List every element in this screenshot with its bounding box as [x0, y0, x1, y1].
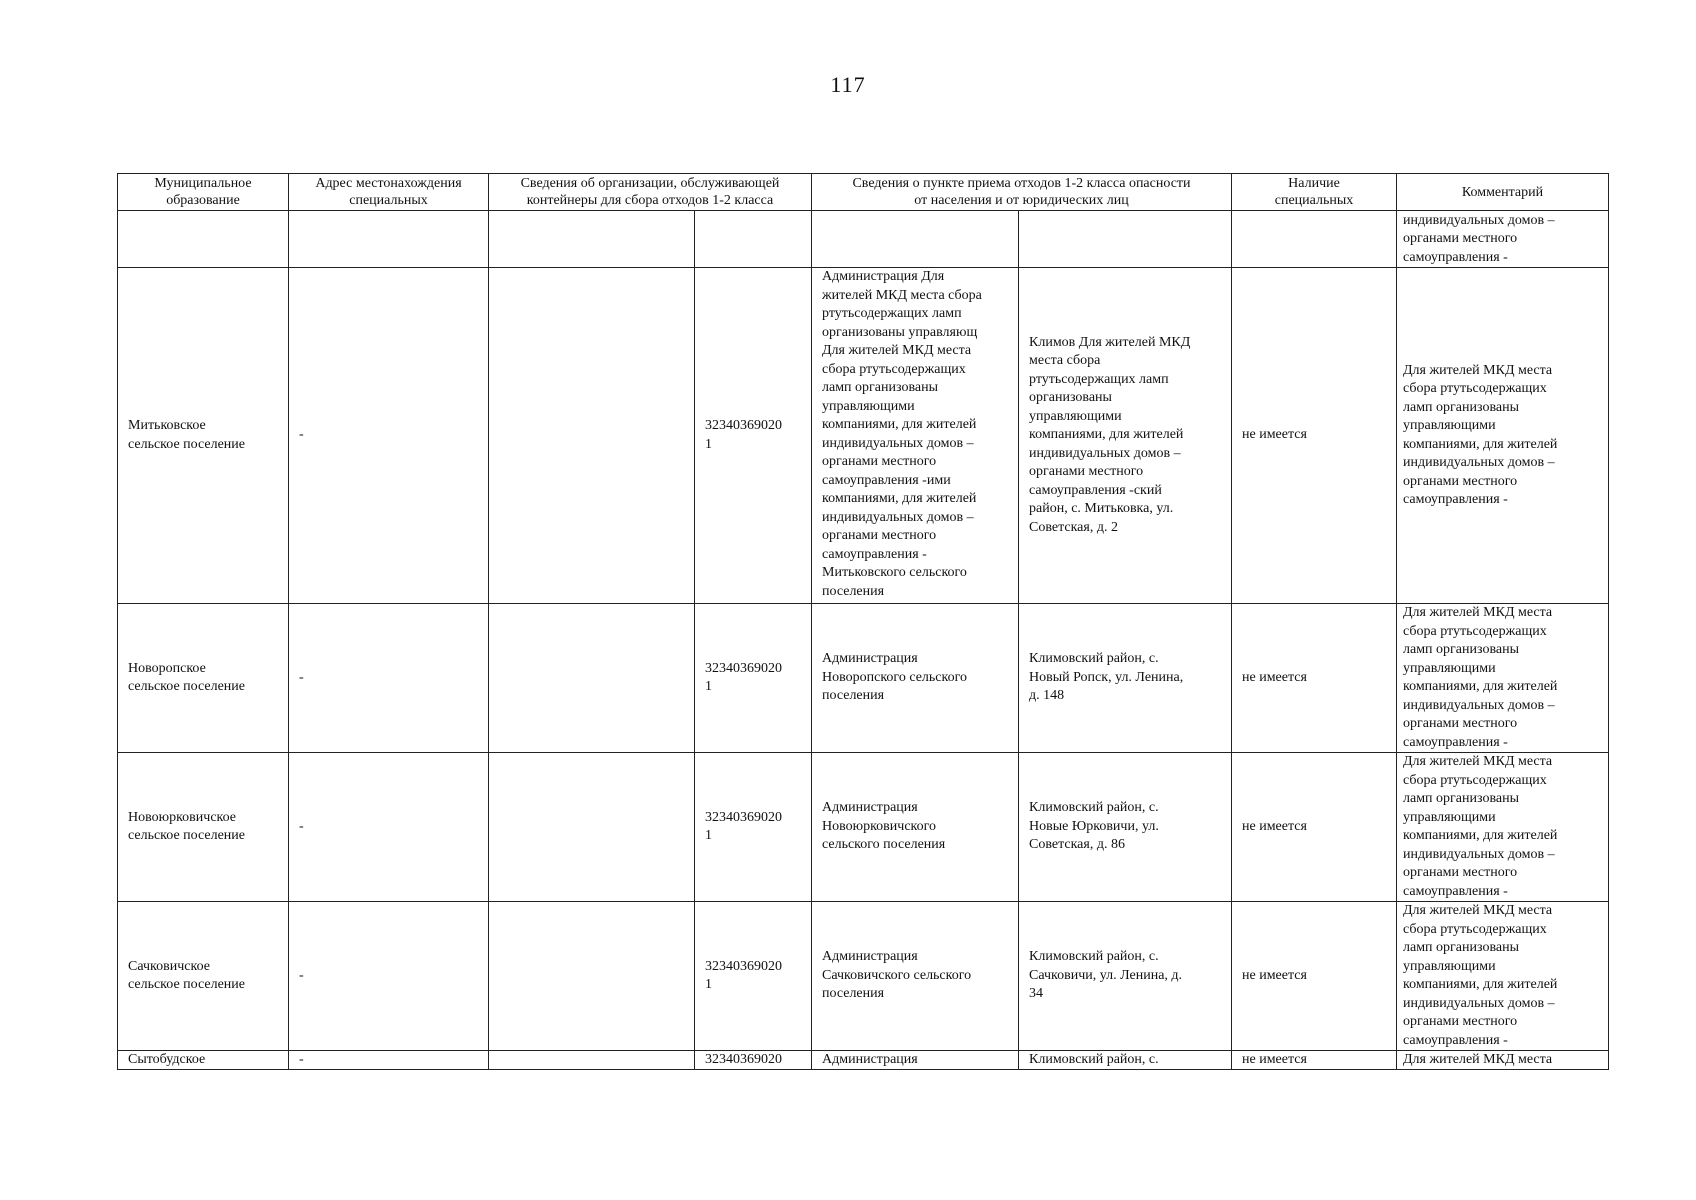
- cell-point-address: Климовский район, с. Сачковичи, ул. Ленина, д. 34: [1019, 902, 1232, 1051]
- cell-presence: [1232, 211, 1397, 268]
- cell-point-org: Администрация Новоюрковичского сельского поселения: [812, 753, 1019, 902]
- cell-presence: не имеется: [1232, 268, 1397, 604]
- cell-point-address: Климовский район, с.: [1019, 1051, 1232, 1070]
- cell-organization: [489, 1051, 695, 1070]
- cell-code: 32340369020 1: [695, 604, 812, 753]
- page-number: 117: [830, 72, 866, 97]
- cell-code: [695, 211, 812, 268]
- cell-presence: не имеется: [1232, 604, 1397, 753]
- header-organization: Сведения об организации, обслуживающей контейнеры для сбора отходов 1-2 класса: [489, 174, 812, 211]
- table-row: [118, 211, 1609, 268]
- cell-address: -: [289, 268, 489, 604]
- cell-point-address: [1019, 211, 1232, 268]
- cell-point-address: Климовский район, с. Новые Юрковичи, ул. Советская, д. 86: [1019, 753, 1232, 902]
- cell-comment: Для жителей МКД места сбора ртутьсодержащих ламп организованы управляющими компаниями, для жителей индивидуальных домов – органами местного самоуправления -: [1397, 604, 1609, 753]
- header-presence: Наличие специальных: [1232, 174, 1397, 211]
- cell-municipality: Сытобудское: [118, 1051, 289, 1070]
- cell-municipality: Сачковичское сельское поселение: [118, 902, 289, 1051]
- cell-organization: [489, 902, 695, 1051]
- cell-municipality: [118, 211, 289, 268]
- header-municipality: Муниципальное образование: [118, 174, 289, 211]
- cell-code: 32340369020 1: [695, 268, 812, 604]
- cell-municipality: Митьковское сельское поселение: [118, 268, 289, 604]
- cell-point-org: Администрация: [812, 1051, 1019, 1070]
- cell-point-address: Климовский район, с. Новый Ропск, ул. Ленина, д. 148: [1019, 604, 1232, 753]
- cell-municipality: Новоропское сельское поселение: [118, 604, 289, 753]
- table-row: [118, 268, 1609, 604]
- cell-organization: [489, 211, 695, 268]
- cell-point-address: Климов Для жителей МКД места сбора ртутьсодержащих ламп организованы управляющими компаниями, для жителей индивидуальных домов – органами местного самоуправления -ский район, с. Митьковка, ул. Советская, д. 2: [1019, 268, 1232, 604]
- cell-code: 32340369020 1: [695, 753, 812, 902]
- table-header-row: [118, 174, 1609, 211]
- cell-point-org: Администрация Для жителей МКД места сбора ртутьсодержащих ламп организованы управляющ Для жителей МКД места сбора ртутьсодержащих ламп организованы управляющими компаниями, для жителей индивидуальных домов – органами местного самоуправления -ими компаниями, для жителей индивидуальных домов – органами местного самоуправления - Митьковского сельского поселения: [812, 268, 1019, 604]
- waste-collection-table: [117, 173, 1609, 1070]
- cell-point-org: Администрация Новоропского сельского поселения: [812, 604, 1019, 753]
- header-collection-point: Сведения о пункте приема отходов 1-2 класса опасности от населения и от юридических лиц: [812, 174, 1232, 211]
- cell-comment: Для жителей МКД места сбора ртутьсодержащих ламп организованы управляющими компаниями, для жителей индивидуальных домов – органами местного самоуправления -: [1397, 268, 1609, 604]
- header-comment: Комментарий: [1397, 174, 1609, 211]
- cell-address: -: [289, 604, 489, 753]
- cell-municipality: Новоюрковичское сельское поселение: [118, 753, 289, 902]
- cell-presence: не имеется: [1232, 902, 1397, 1051]
- table-row: [118, 902, 1609, 1051]
- cell-comment: индивидуальных домов – органами местного самоуправления -: [1397, 211, 1609, 268]
- cell-point-org: Администрация Сачковичского сельского поселения: [812, 902, 1019, 1051]
- cell-organization: [489, 604, 695, 753]
- cell-organization: [489, 268, 695, 604]
- cell-address: [289, 211, 489, 268]
- cell-code: 32340369020 1: [695, 902, 812, 1051]
- table-row: [118, 753, 1609, 902]
- cell-organization: [489, 753, 695, 902]
- cell-point-org: [812, 211, 1019, 268]
- cell-presence: не имеется: [1232, 753, 1397, 902]
- cell-presence: не имеется: [1232, 1051, 1397, 1070]
- cell-address: -: [289, 902, 489, 1051]
- cell-code: 32340369020: [695, 1051, 812, 1070]
- cell-address: -: [289, 1051, 489, 1070]
- header-address: Адрес местонахождения специальных: [289, 174, 489, 211]
- table-row: [118, 1051, 1609, 1070]
- cell-address: -: [289, 753, 489, 902]
- table-row: [118, 604, 1609, 753]
- cell-comment: Для жителей МКД места сбора ртутьсодержащих ламп организованы управляющими компаниями, для жителей индивидуальных домов – органами местного самоуправления -: [1397, 753, 1609, 902]
- cell-comment: Для жителей МКД места: [1397, 1051, 1609, 1070]
- cell-comment: Для жителей МКД места сбора ртутьсодержащих ламп организованы управляющими компаниями, для жителей индивидуальных домов – органами местного самоуправления -: [1397, 902, 1609, 1051]
